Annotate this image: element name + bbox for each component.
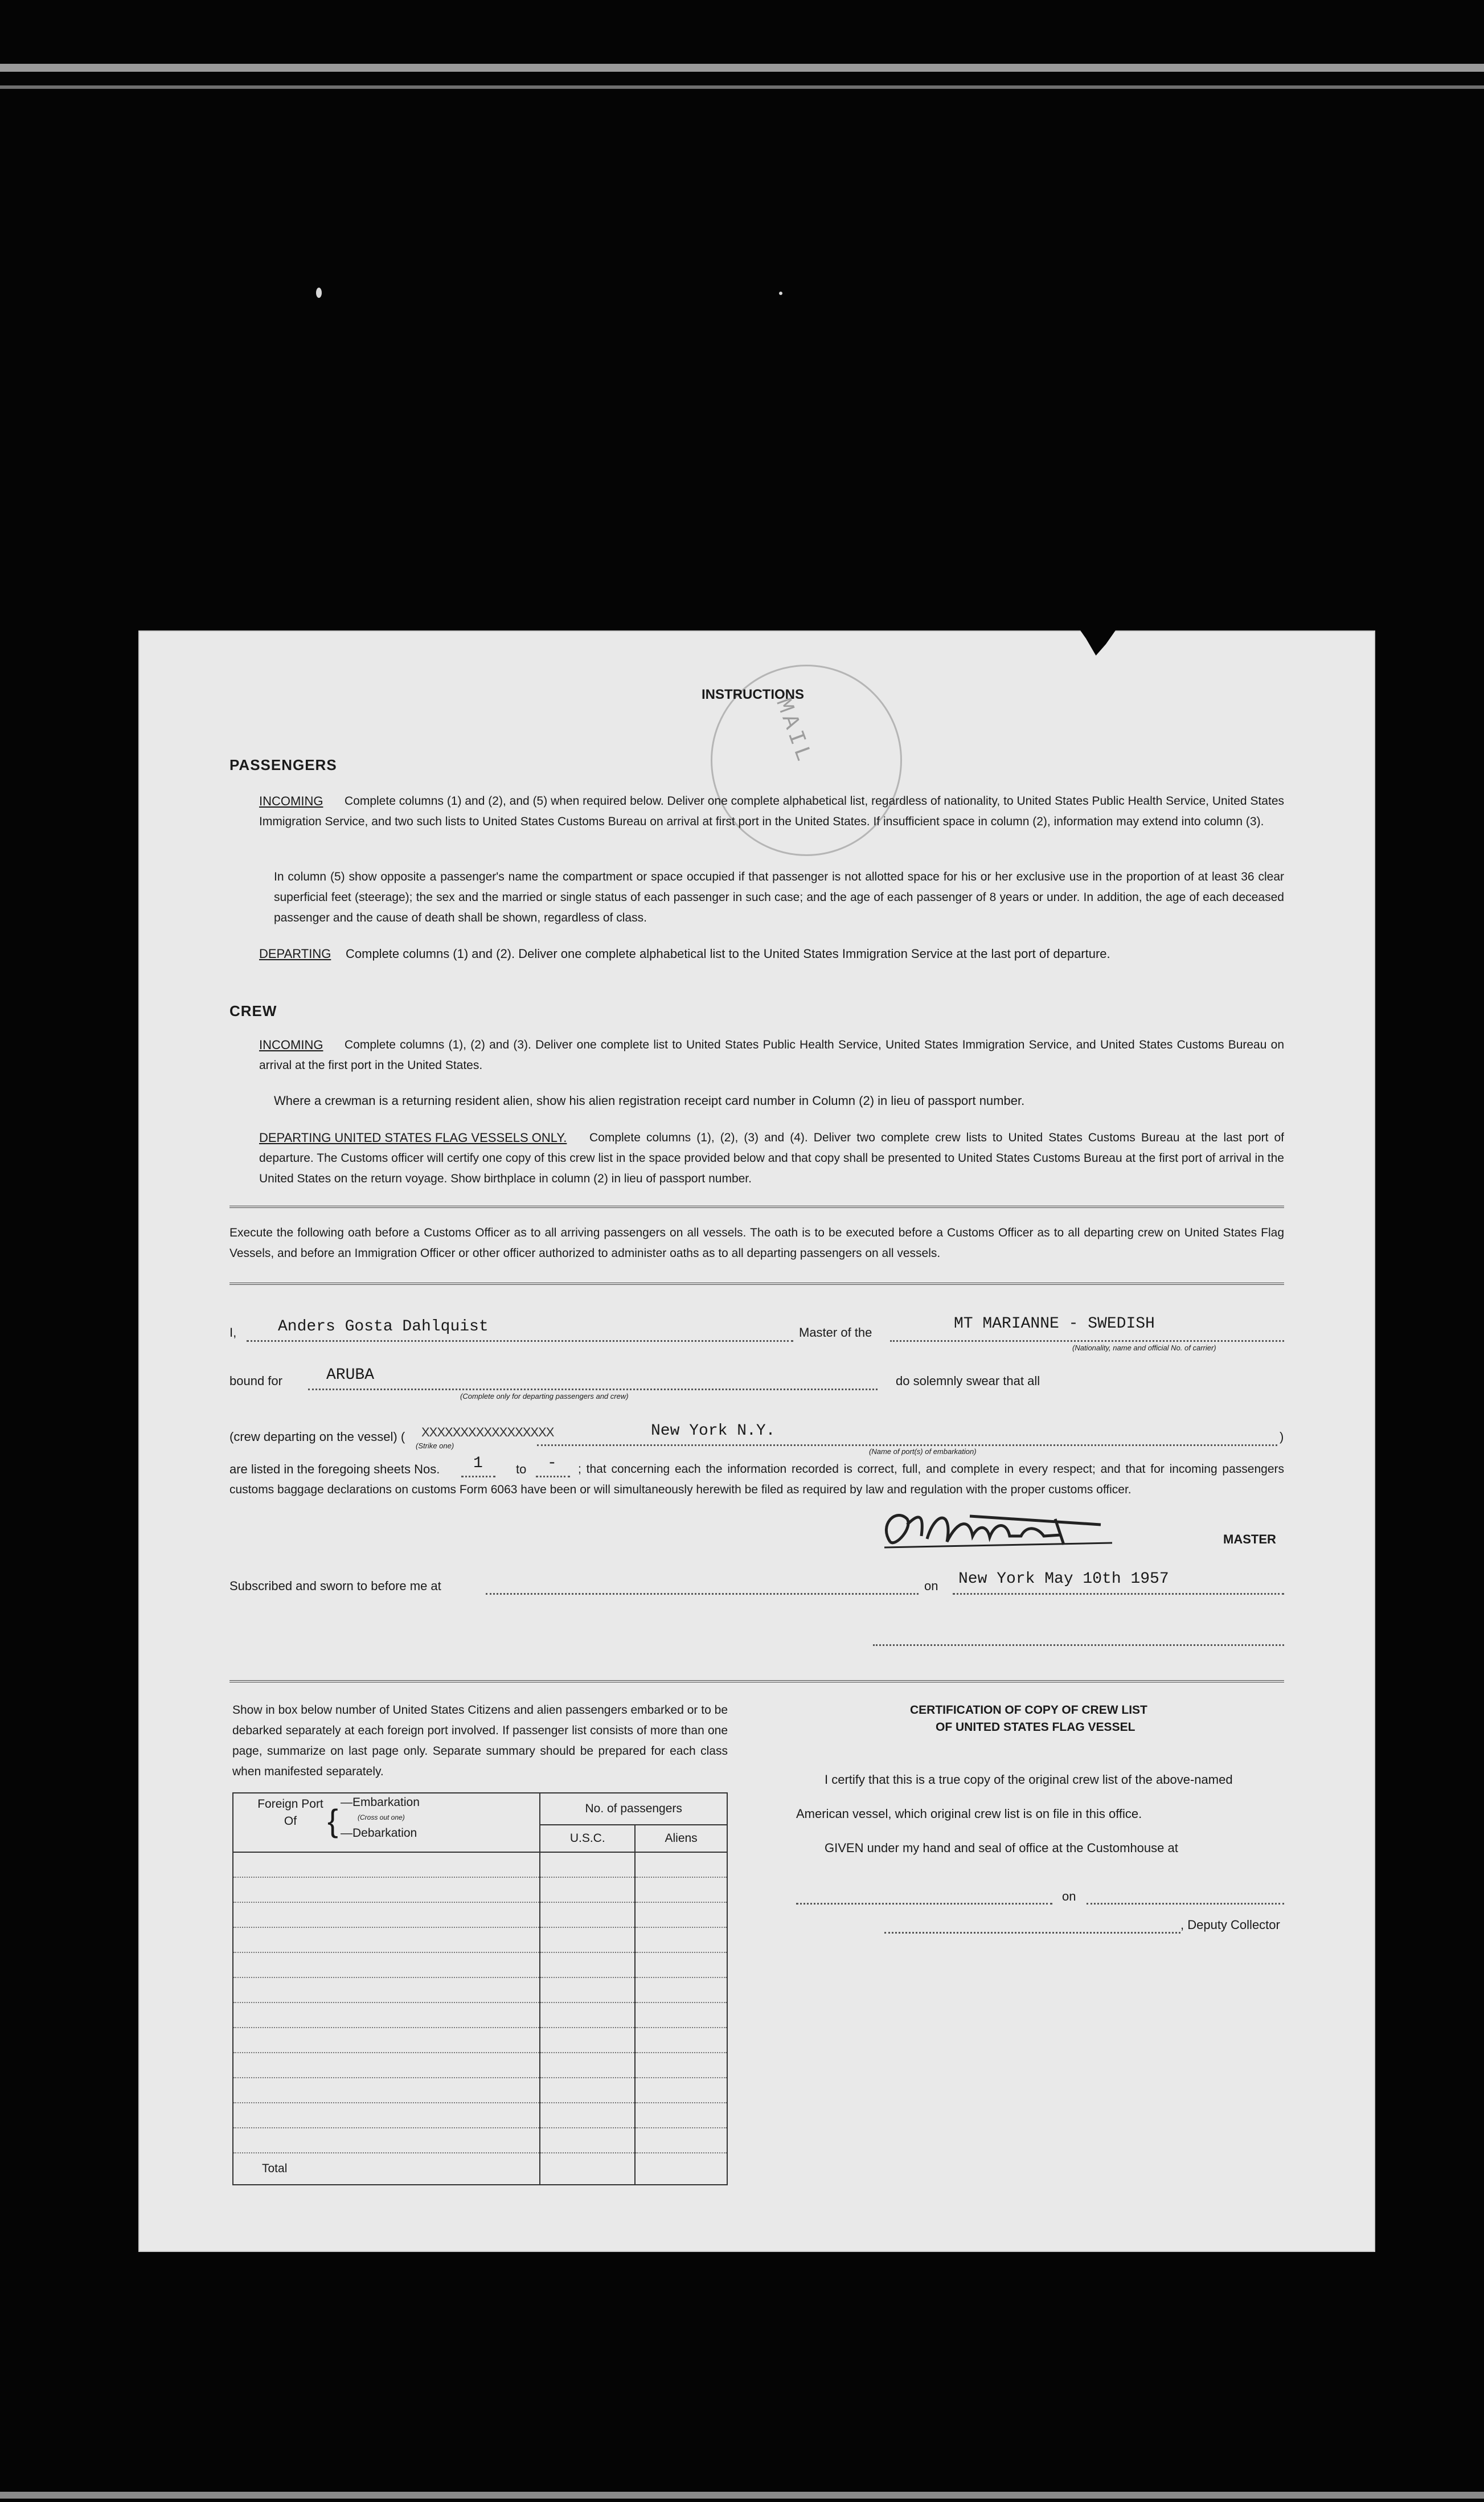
- subscribed-place-line: [486, 1593, 919, 1595]
- certify-text: ; that concerning each the information recorded is correct, full, and complete in every respect; and that for incoming passengers customs baggage declarations on customs Form 6063 have been or will simultaneously herewith be filed as required by law and regulation with the proper customs officer.: [229, 1463, 1284, 1496]
- table-row: [233, 2028, 540, 2053]
- sheets-label: are listed in the foregoing sheets Nos.: [229, 1462, 440, 1476]
- table-cell: [540, 2128, 635, 2153]
- instructions-title: INSTRUCTIONS: [702, 687, 804, 702]
- debarkation-label: —Debarkation: [341, 1827, 417, 1840]
- passengers-departing-text: Complete columns (1) and (2). Deliver one complete alphabetical list to the United States Immigration Service at the last port of departure.: [346, 947, 1110, 961]
- on-label: on: [924, 1579, 938, 1593]
- table-cell: [635, 1927, 727, 1952]
- table-row: [233, 1877, 540, 1902]
- table-cell: [540, 2103, 635, 2128]
- sworn-date-line: [953, 1593, 1284, 1595]
- table-cell: [635, 1852, 727, 1877]
- passenger-summary-table: [232, 1792, 728, 2185]
- table-cell: [540, 1852, 635, 1877]
- table-cell: [540, 2078, 635, 2103]
- destination-value: ARUBA: [326, 1366, 375, 1384]
- total-usc-cell: [540, 2153, 635, 2185]
- swear-label: do solemnly swear that all: [896, 1374, 1040, 1388]
- table-cell: [540, 1977, 635, 2003]
- table-cell: [635, 2103, 727, 2128]
- film-speck: [779, 292, 782, 295]
- table-cell: [635, 1902, 727, 1927]
- foreign-port-label: Foreign Port Of: [257, 1797, 323, 1828]
- aliens-header: Aliens: [635, 1825, 727, 1852]
- customhouse-line: [796, 1903, 1052, 1905]
- deputy-collector-label: , Deputy Collector: [1180, 1918, 1280, 1932]
- film-edge-top: [0, 64, 1484, 72]
- port-header-cell: [233, 1793, 540, 1852]
- vessel-line: [890, 1340, 1284, 1342]
- destination-caption: (Complete only for departing passengers and crew): [460, 1392, 629, 1401]
- table-row: [233, 1852, 540, 1877]
- certification-title-line1: CERTIFICATION OF COPY OF CREW LIST: [910, 1704, 1147, 1717]
- table-cell: [635, 1977, 727, 2003]
- crew-departing-vessel-label: (crew departing on the vessel) (: [229, 1430, 405, 1444]
- to-label: to: [516, 1462, 527, 1476]
- sheet-from-value: 1: [473, 1455, 483, 1472]
- certification-text2: American vessel, which original crew list is on file in this office.: [796, 1807, 1142, 1821]
- table-row: [233, 2078, 540, 2103]
- table-cell: [540, 1877, 635, 1902]
- certification-text3: GIVEN under my hand and seal of office at the Customhouse at: [825, 1841, 1178, 1855]
- table-row: [233, 2103, 540, 2128]
- cross-out-caption: (Cross out one): [358, 1813, 405, 1821]
- table-cell: [540, 2003, 635, 2028]
- table-cell: [635, 2003, 727, 2028]
- vessel-value: MT MARIANNE - SWEDISH: [954, 1315, 1155, 1333]
- table-cell: [540, 2053, 635, 2078]
- crew-incoming-label: INCOMING: [259, 1038, 323, 1052]
- crew-departing-label: DEPARTING UNITED STATES FLAG VESSELS ONLY.: [259, 1131, 567, 1145]
- table-cell: [635, 2128, 727, 2153]
- table-cell: [540, 1927, 635, 1952]
- table-row: [233, 2053, 540, 2078]
- certification-on-label: on: [1062, 1889, 1076, 1903]
- table-cell: [540, 1902, 635, 1927]
- brace: {: [327, 1803, 338, 1838]
- passengers-incoming-label: INCOMING: [259, 794, 323, 808]
- summary-note: Show in box below number of United States Citizens and alien passengers embarked or to be debarked separately at each foreign port involved. If passenger list consists of more than one page, summarize on last page only. Separate summary should be prepared for each class when manifested separately.: [232, 1704, 728, 1778]
- port-of-embarkation-value: New York N.Y.: [651, 1422, 776, 1440]
- table-cell: [540, 1952, 635, 1977]
- film-speck: [316, 288, 322, 298]
- certification-text1: I certify that this is a true copy of the original crew list of the above-named: [825, 1772, 1233, 1787]
- crew-heading: CREW: [229, 1002, 277, 1019]
- strike-caption: (Strike one): [416, 1442, 454, 1450]
- certification-date-line: [1087, 1903, 1284, 1905]
- passengers-incoming-text: Complete columns (1) and (2), and (5) when required below. Deliver one complete alphabetical list, regardless of nationality, to United States Public Health Service, United States Immigration Service, and two such lists to United States Customs Bureau on arrival at first port in the United States. If insufficient space in column (2), information may extend into column (3).: [259, 795, 1284, 828]
- table-row: [233, 1952, 540, 1977]
- embarkation-label: —Embarkation: [341, 1796, 420, 1809]
- table-cell: [635, 2078, 727, 2103]
- crew-resident-text: Where a crewman is a returning resident alien, show his alien registration receipt card number in Column (2) in lieu of passport number.: [274, 1094, 1025, 1108]
- passengers-column5-text: In column (5) show opposite a passenger's name the compartment or space occupied if that passenger is not allotted space for his or her exclusive use in the proportion of at least 36 clear superficial feet (steerage); the sex and the married or single status of each passenger in such case; and the age of each passenger of 8 years or under. In addition, the age of each deceased passenger and the cause of death shall be shown, regardless of class.: [274, 870, 1284, 924]
- sheet-to-value: -: [547, 1455, 557, 1472]
- oath-i-label: I,: [229, 1325, 237, 1340]
- table-row: [233, 2128, 540, 2153]
- table-cell: [635, 1952, 727, 1977]
- master-signature: [873, 1502, 1118, 1559]
- table-cell: [635, 2028, 727, 2053]
- oath-preamble: Execute the following oath before a Customs Officer as to all arriving passengers on all vessels. The oath is to be executed before a Customs Officer as to all departing crew on United States Flag Vessels, and before an Immigration Officer or other officer authorized to administer oaths as to all departing passengers on all vessels.: [229, 1226, 1284, 1260]
- divider-rule: [229, 1206, 1284, 1208]
- usc-header: U.S.C.: [540, 1825, 635, 1852]
- divider-rule: [229, 1680, 1284, 1682]
- officer-signature-line: [873, 1644, 1284, 1646]
- table-cell: [540, 2028, 635, 2053]
- port-caption: (Name of port(s) of embarkation): [869, 1447, 977, 1456]
- destination-line: [308, 1389, 878, 1390]
- close-paren: ): [1280, 1430, 1284, 1444]
- table-row: [233, 2003, 540, 2028]
- table-cell: [635, 1877, 727, 1902]
- table-row: [233, 1927, 540, 1952]
- crew-list-form-page: [138, 630, 1375, 2252]
- crew-departing-text: Complete columns (1), (2), (3) and (4). Deliver two complete crew lists to United States Customs Bureau at the last port of departure. The Customs officer will certify one copy of this crew list in the space provided below and that copy shall be presented to United States Customs Bureau at the first port of arrival in the United States on the return voyage. Show birthplace in column (2) in lieu of passport number.: [259, 1131, 1284, 1185]
- film-edge-bottom: [0, 2492, 1484, 2499]
- divider-rule: [229, 1283, 1284, 1285]
- no-passengers-header: No. of passengers: [540, 1793, 727, 1825]
- master-name-line: [247, 1340, 793, 1342]
- master-name-value: Anders Gosta Dahlquist: [278, 1318, 489, 1336]
- subscribed-label: Subscribed and sworn to before me at: [229, 1579, 441, 1593]
- sworn-date-value: New York May 10th 1957: [958, 1570, 1169, 1588]
- total-label: Total: [233, 2153, 540, 2185]
- passengers-heading: PASSENGERS: [229, 756, 337, 773]
- table-cell: [635, 2053, 727, 2078]
- paper-tear: [1078, 627, 1118, 656]
- passengers-departing-label: DEPARTING: [259, 947, 331, 961]
- table-row: [233, 1902, 540, 1927]
- port-line: [537, 1444, 1277, 1446]
- struck-out-text: ΧXXXXXXXXXXXXXXXΧ: [421, 1425, 554, 1439]
- crew-incoming-text: Complete columns (1), (2) and (3). Deliver one complete list to United States Public Health Service, United States Immigration Service, and United States Customs Bureau on arrival at the first port in the United States.: [259, 1038, 1284, 1072]
- deputy-collector-line: [884, 1932, 1180, 1934]
- film-edge-top-inner: [0, 85, 1484, 89]
- certification-title-line2: OF UNITED STATES FLAG VESSEL: [936, 1721, 1135, 1734]
- total-aliens-cell: [635, 2153, 727, 2185]
- master-label: MASTER: [1223, 1532, 1276, 1546]
- vessel-caption: (Nationality, name and official No. of carrier): [1072, 1344, 1216, 1352]
- master-of-label: Master of the: [799, 1325, 872, 1340]
- postmark-stamp-text: MAIL: [769, 695, 817, 768]
- bound-for-label: bound for: [229, 1374, 282, 1388]
- table-row: [233, 1977, 540, 2003]
